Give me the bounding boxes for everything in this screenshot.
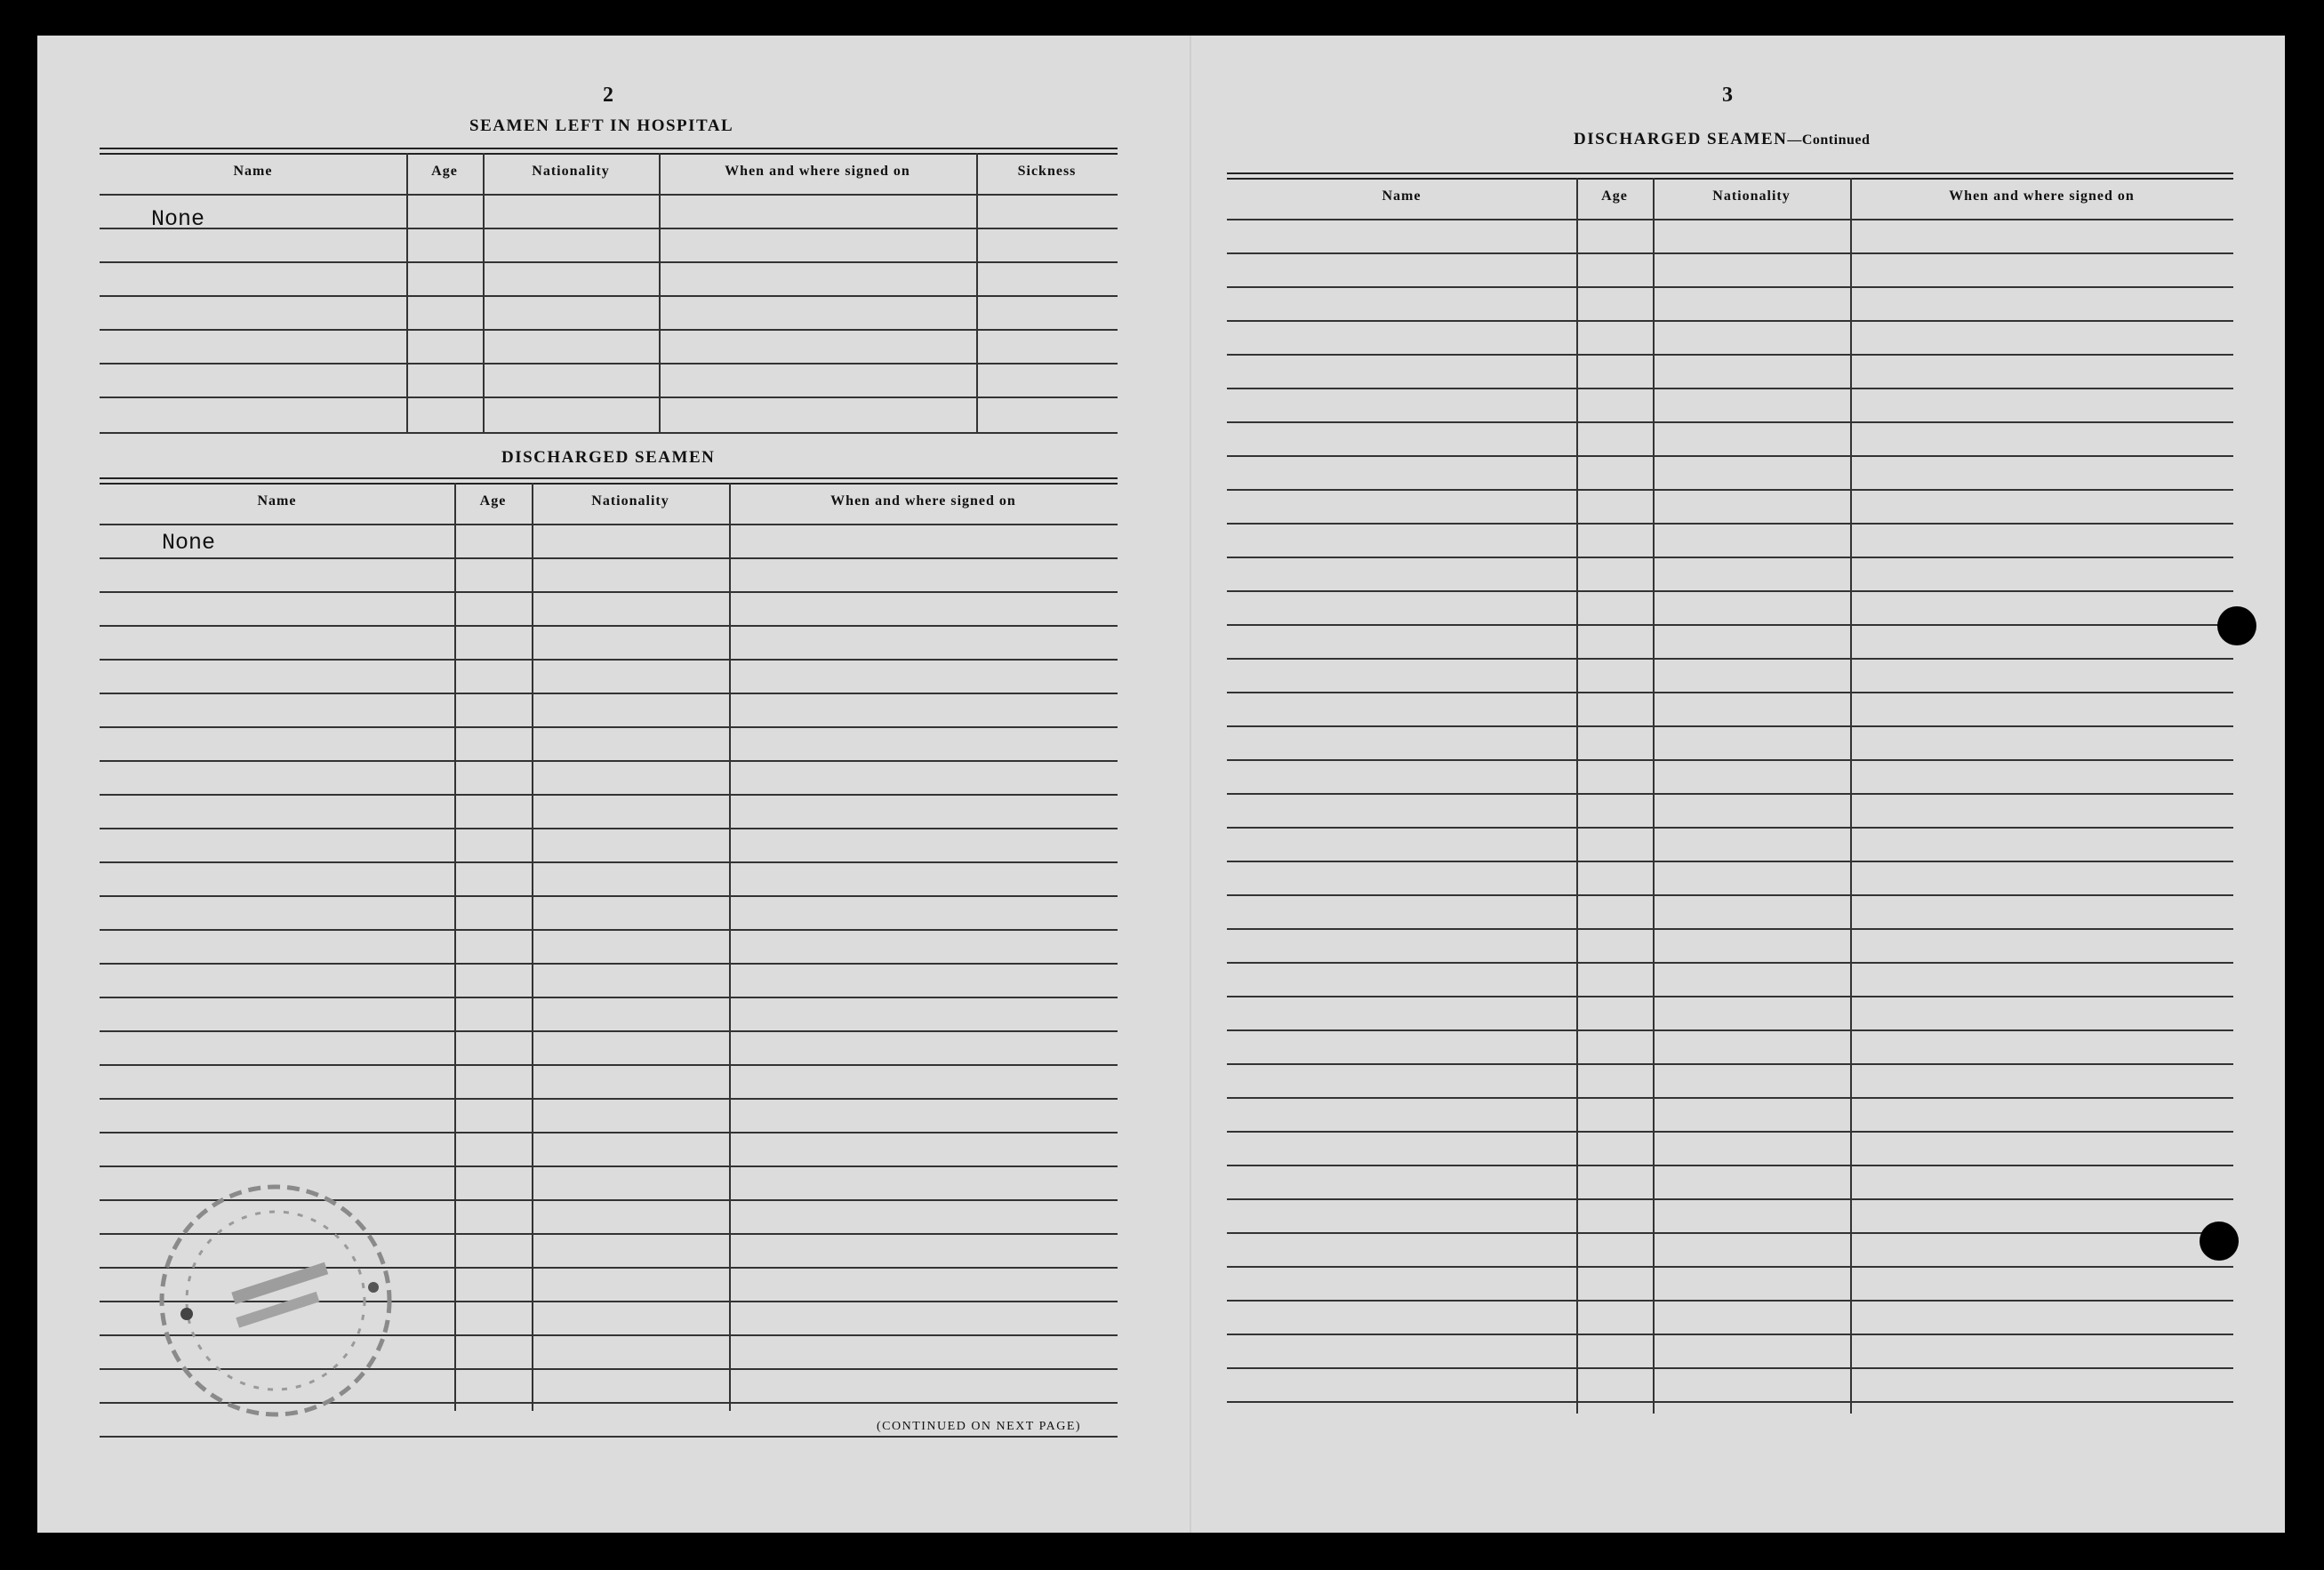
- ruled-line: [1227, 1300, 2233, 1302]
- ruled-line: [100, 659, 1118, 661]
- ruled-line: [100, 524, 1118, 525]
- ruled-line: [1227, 1198, 2233, 1200]
- continued-section-title: [1574, 130, 1870, 149]
- punch-hole-bottom: [2200, 1222, 2239, 1261]
- ruled-line: [100, 625, 1118, 627]
- ruled-line: [1227, 793, 2233, 795]
- hospital-table: [100, 148, 1118, 436]
- ruled-line: [1227, 1266, 2233, 1268]
- ruled-line: [100, 1165, 1118, 1167]
- continued-col-signed-on: When and where signed on: [1949, 188, 2135, 204]
- ruled-line: [1227, 320, 2233, 322]
- hospital-col-name: Name: [233, 164, 273, 179]
- ruled-line: [1227, 1165, 2233, 1166]
- ruled-line: [1227, 1131, 2233, 1133]
- ruled-line: [100, 861, 1118, 863]
- hospital-col-signed-on: When and where signed on: [725, 164, 910, 179]
- ruled-line: [1227, 1097, 2233, 1099]
- ruled-line: [1227, 624, 2233, 626]
- continued-col-nationality: Nationality: [1712, 188, 1791, 204]
- ruled-line: [1227, 388, 2233, 389]
- ruled-line: [1227, 590, 2233, 592]
- ruled-line: [1227, 286, 2233, 288]
- ruled-line: [1227, 219, 2233, 220]
- continued-title-main: DISCHARGED SEAMEN: [1574, 130, 1788, 148]
- ruled-line: [100, 693, 1118, 694]
- ruled-line: [1227, 861, 2233, 862]
- page-fold: [1190, 36, 1191, 1533]
- ruled-line: [1227, 252, 2233, 254]
- ruled-line: [1227, 658, 2233, 660]
- ruled-line: [100, 929, 1118, 931]
- ruled-line: [1227, 1063, 2233, 1065]
- hospital-col-nationality: Nationality: [532, 164, 610, 179]
- ruled-line: [1227, 1401, 2233, 1403]
- hospital-entry-none: None: [151, 206, 205, 232]
- continued-col-age: Age: [1601, 188, 1628, 204]
- ruled-line: [100, 794, 1118, 796]
- discharged-col-age: Age: [479, 493, 507, 509]
- ruled-line: [100, 760, 1118, 762]
- ruled-line: [100, 726, 1118, 728]
- left-page-number: 2: [603, 84, 613, 107]
- ruled-line: [1227, 962, 2233, 964]
- postmark-stamp: [151, 1172, 409, 1430]
- ruled-line: [1227, 523, 2233, 525]
- ruled-line: [1227, 1232, 2233, 1234]
- ruled-line: [1227, 928, 2233, 930]
- ruled-line: [1227, 354, 2233, 356]
- ruled-line: [1227, 725, 2233, 727]
- punch-hole-top: [2217, 606, 2256, 645]
- discharged-col-name: Name: [257, 493, 297, 509]
- continued-title-suffix: —Continued: [1787, 132, 1871, 148]
- ruled-line: [1227, 894, 2233, 896]
- continued-col-name: Name: [1382, 188, 1422, 204]
- ruled-line: [100, 963, 1118, 965]
- ruled-line: [100, 895, 1118, 897]
- ruled-line: [1227, 827, 2233, 829]
- ruled-line: [1227, 421, 2233, 423]
- ruled-line: [1227, 557, 2233, 558]
- ruled-line: [1227, 1029, 2233, 1031]
- discharged-col-signed-on: When and where signed on: [830, 493, 1016, 509]
- ruled-line: [100, 557, 1118, 559]
- ruled-line: [100, 1030, 1118, 1032]
- ruled-line: [100, 1436, 1118, 1438]
- discharged-entry-none: None: [162, 530, 216, 556]
- ruled-line: [100, 1064, 1118, 1066]
- ruled-line: [1227, 455, 2233, 457]
- ruled-line: [100, 997, 1118, 998]
- ruled-line: [1227, 759, 2233, 761]
- ruled-line: [1227, 1367, 2233, 1369]
- right-page-number: 3: [1722, 84, 1733, 107]
- ruled-line: [1227, 996, 2233, 997]
- continued-footer: (CONTINUED ON NEXT PAGE): [877, 1420, 1082, 1433]
- hospital-section-title: SEAMEN LEFT IN HOSPITAL: [469, 116, 734, 135]
- hospital-col-sickness: Sickness: [1017, 164, 1077, 179]
- discharged-col-nationality: Nationality: [591, 493, 669, 509]
- ruled-line: [100, 1132, 1118, 1133]
- ruled-line: [100, 1098, 1118, 1100]
- ruled-line: [1227, 489, 2233, 491]
- ruled-line: [1227, 1334, 2233, 1335]
- continued-table: [1227, 172, 2233, 1417]
- ruled-line: [1227, 692, 2233, 693]
- ruled-line: [100, 591, 1118, 593]
- ruled-line: [100, 828, 1118, 829]
- discharged-section-title: DISCHARGED SEAMEN: [501, 448, 716, 467]
- hospital-col-age: Age: [431, 164, 458, 179]
